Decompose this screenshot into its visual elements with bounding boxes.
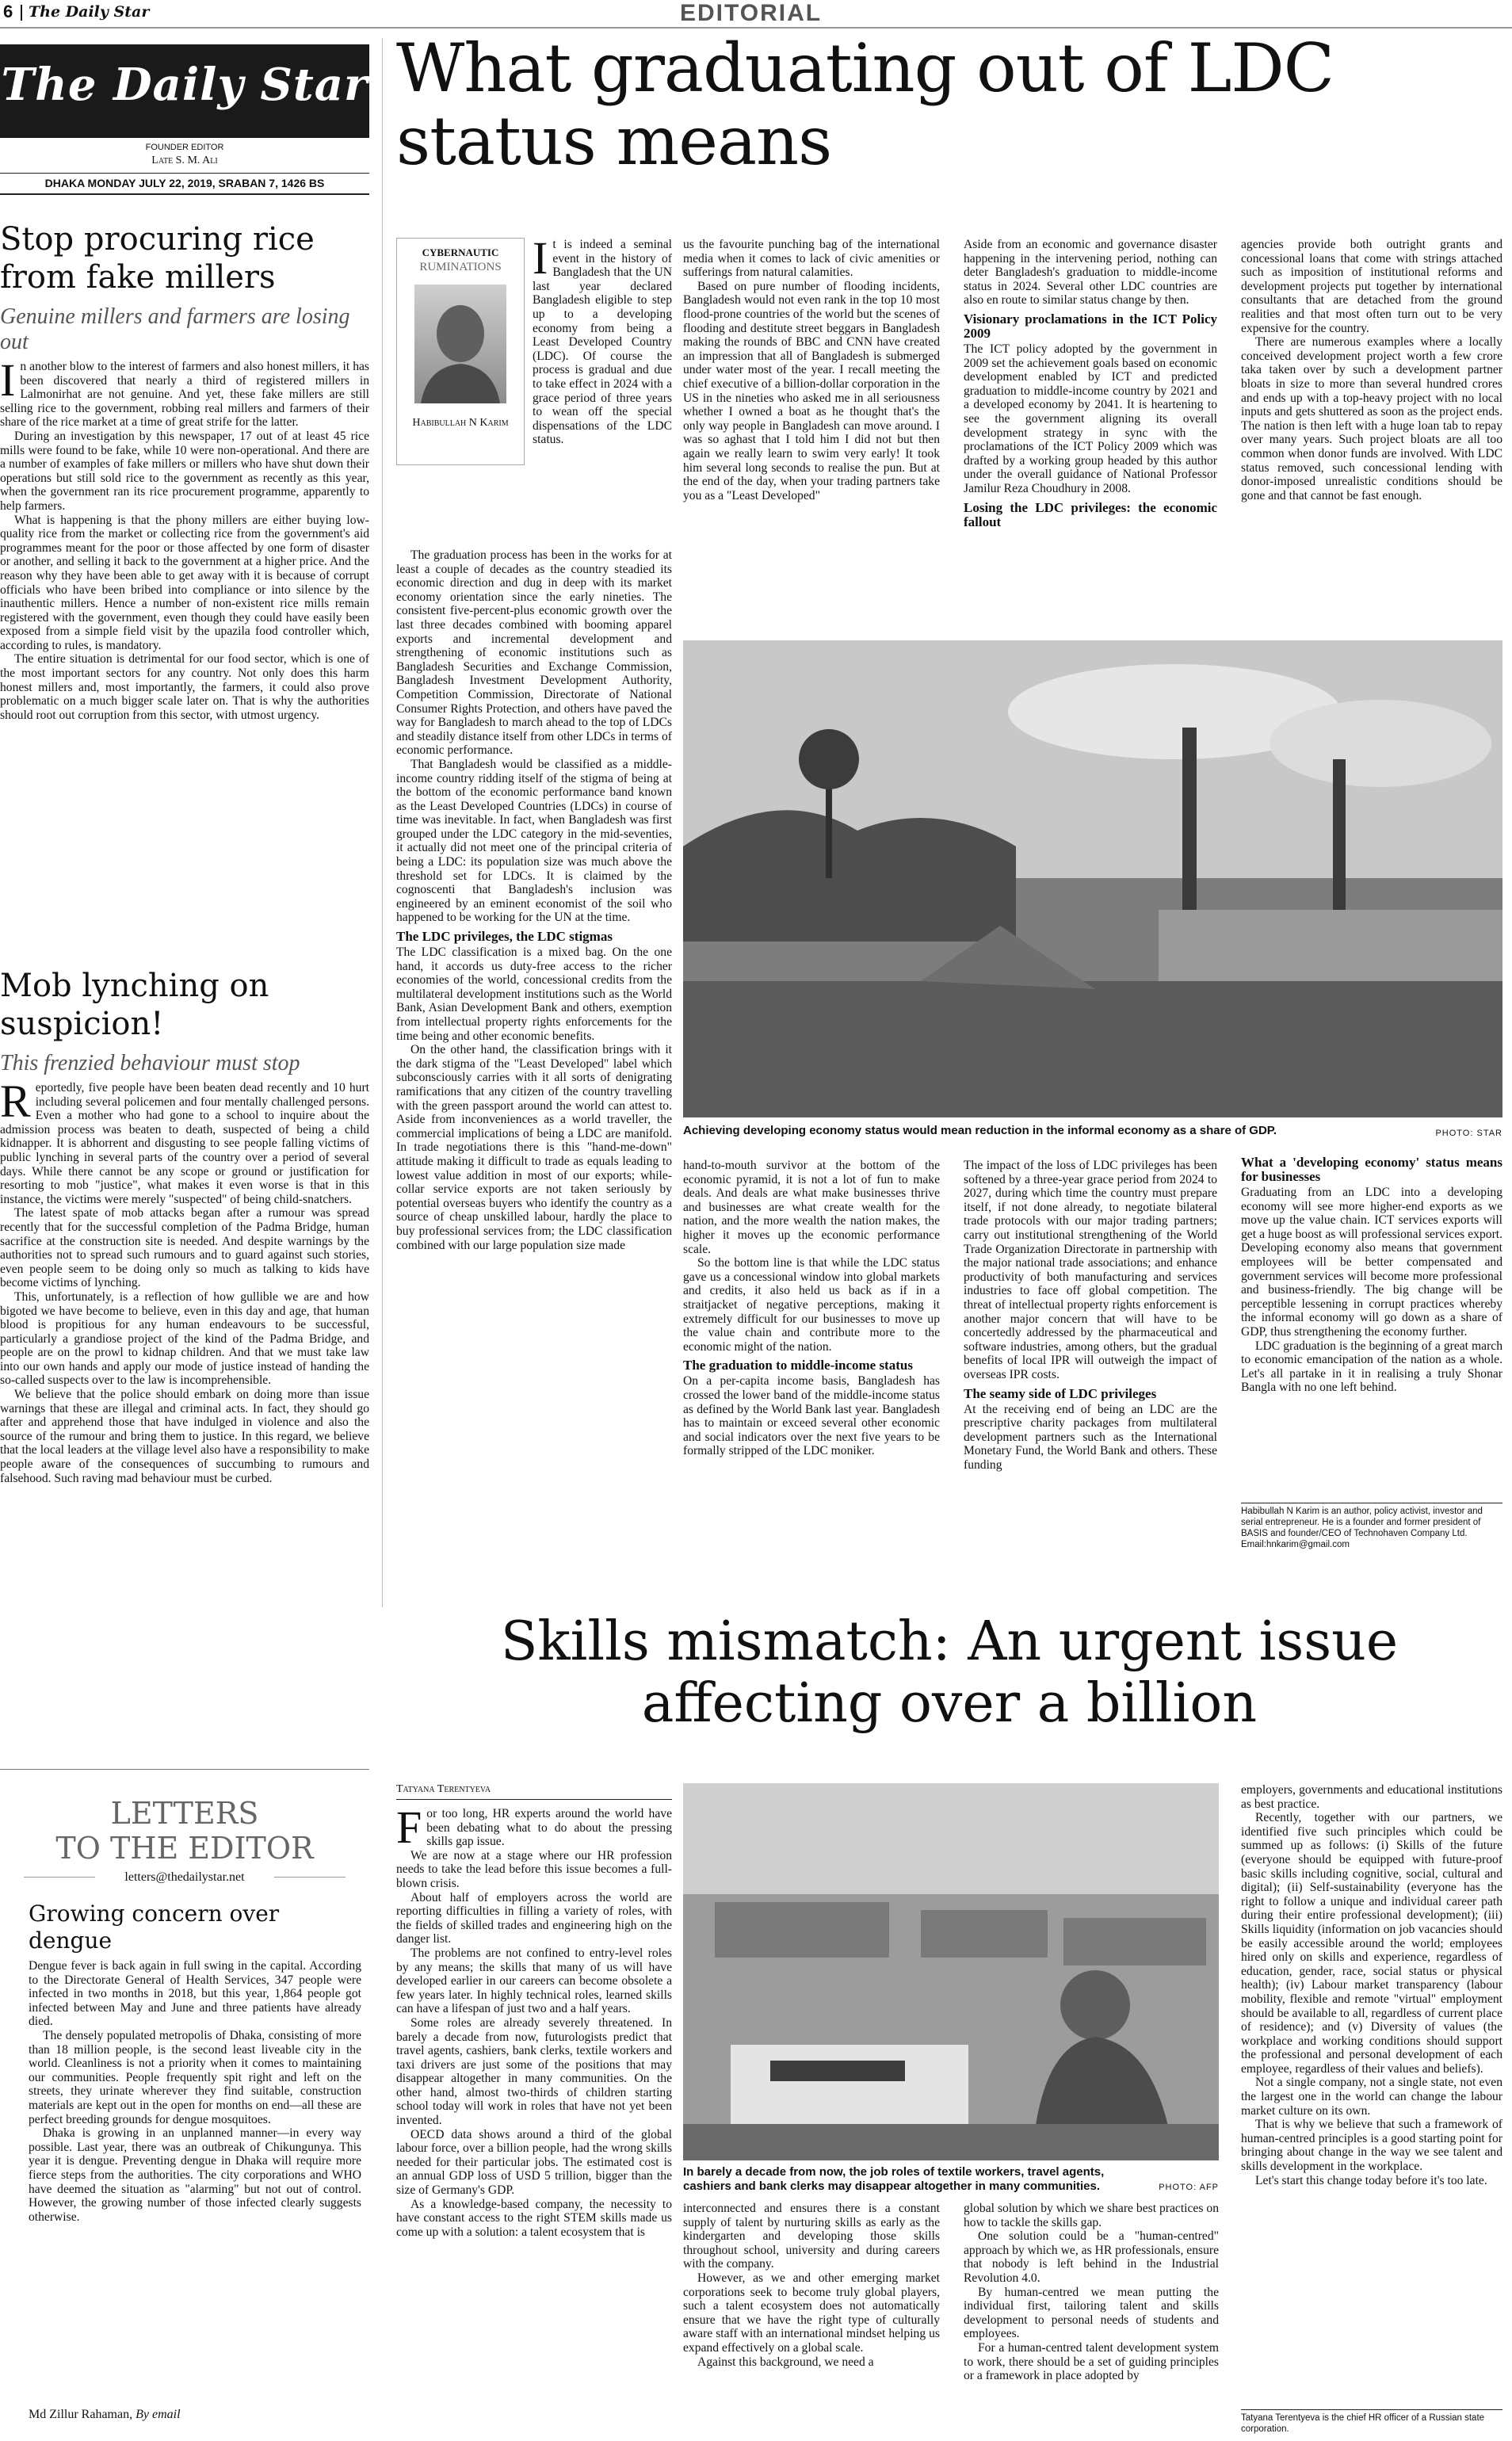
- author-photo: [414, 285, 506, 403]
- author-name: Habibullah N Karim: [412, 417, 509, 429]
- letter-signature: [29, 2408, 361, 2422]
- main-para: There are numerous examples where a locally conceived development project worth a few crore taka taken over by such a development partner bloats in size to more than several hundred crores and ends up with a top-heavy project with no local inputs and gets shuttered as soon as the project ends. The nation is then left with a huge loan tab to repay over many years. Such project bloats are all too common when donor funds are involved. With LDC status removed, such concessional lending with donor-imposed unrealistic conditions should be gone and that cannot be fast enough.: [1241, 335, 1502, 502]
- skills-para: The problems are not confined to entry-level roles by any means; the skills that many of us will have developed earlier in our careers can become obsolete a few years later. In highly technical roles, learned skills can have a lifespan of just two and a half years.: [396, 1946, 672, 2016]
- editorial-2-title: Mob lynching on suspicion!: [0, 968, 269, 1042]
- masthead-box: [0, 44, 369, 138]
- main-bio-email[interactable]: Email:hnkarim@gmail.com: [1241, 1540, 1350, 1549]
- skills-para: Recently, together with our partners, we identified five such principles which could be summed up as follows: (i) Skills of the future (everyone should be equipped with future-proof basic skills including cognitive, social, cultural and digital); (ii) Self-sustainability (everyone has the right to follow a unique and individual career path during their entire professional development); (iii) Skills liquidity (information on job vacancies should be easily accessible around the world; employees hired only on skills and experience, regardless of education, gender, race, social status or physical health); (iv) Labour market transparency (labour mobility, flexible and remote "virtual" employment should be available to all, regardless of current place of residence); and (v) Diversity of values (the workplace and working conditions should support the professional and personal development of each employee, regardless of their values and beliefs).: [1241, 1811, 1502, 2076]
- editorial-2-para: Reportedly, five people have been beaten dead recently and 10 hurt including several policemen and four mentally challenged persons. Even a mother who had gone to a school to inquire about the admission process was beaten to death, suspected of being a child kidnapper. It is abhorrent and disgusting to see people falling victims of public lynching in several parts of the country over a period of several days. While there cannot be any scope or ground or justification for resorting to mob "justice", what makes it even worse is that in this instance, the victims were merely "suspected" of being child-snatchers.: [0, 1075, 369, 1206]
- masthead-logo: The Daily Star: [1, 59, 368, 111]
- skills-para: One solution could be a "human-centred" approach by which we, as HR professionals, ensure that nobody is left behind in the Industrial Revolution 4.0.: [964, 2229, 1219, 2285]
- main-col-2: [683, 238, 940, 502]
- editorial-2-para: This, unfortunately, is a reflection of how gullible we are and how bigoted we have become to believe, even in this day and age, that human blood is propitious for any human endeavours to be successful, particularly a grandiose project of the kind of the Padma Bridge, and people are on the prowl to kidnap children. And that we must take law into our own hands and apply our mode of justice instead of handing the so-called suspects over to the law is incomprehensible.: [0, 1289, 369, 1388]
- column-label-2: RUMINATIONS: [419, 261, 502, 273]
- founder-name: Late S. M. Ali: [151, 155, 218, 166]
- skills-para: OECD data shows around a third of the global labour force, over a billion people, had the wrong skills needed for their particular jobs. The estimated cost is an annual GDP loss of USD 5 trillion, bigger than the size of Germany's GDP.: [396, 2127, 672, 2198]
- main-para: Based on pure number of flooding incidents, Bangladesh would not even rank in the top 10 most flood-prone countries of the world but the scenes of flooding and destitute street beggars in Bangladesh making the rounds of BBC and CNN have created an impression that all of Bangladesh is submerged under water most of the year. I recall meeting the chief executive of a billion-dollar corporation in the US in the nineties who asked me in all seriousness whether I owned a boat as he thought that's the only way people in Bangladesh can move around. I was so aghast that I told him I did not but then again we really learn to swim very early! It took him several long seconds to realise the pun. But at the end of the day, when your trading partners take you as a "Least Developed": [683, 279, 940, 502]
- textile-photo: [683, 1783, 1219, 2160]
- skills-para: For a human-centred talent development system to work, there should be a set of guiding principles or a framework in place adopted by: [964, 2340, 1219, 2383]
- editorial-2-para: The latest spate of mob attacks began after a rumour was spread recently that for the successful completion of the Padma Bridge, human sacrifice at the construction site is needed. And despite warnings by the authorities not to spread such rumours and to guard against such stories, even people seem to be doing only so much as talking to kids have become victims of lynching.: [0, 1206, 369, 1290]
- section-label: EDITORIAL: [680, 0, 823, 26]
- skills-lead: For too long, HR experts around the world have been debating what to do about the pressing skills gap issue.: [396, 1801, 672, 1853]
- dateline: DHAKA MONDAY JULY 22, 2019, SRABAN 7, 1426 BS: [44, 177, 325, 189]
- main-subhead: Visionary proclamations in the ICT Policy 2009: [964, 311, 1217, 341]
- main-para: The graduation process has been in the works for at least a couple of decades as the country steadied its economic direction and dug in deep with its market economy orientation since the early nineties. The consistent five-percent-plus economic growth over the last three decades combined with booming apparel exports and incremental development and strengthening of economic institutions such as Bangladesh Securities and Exchange Commission, Bangladesh Investment Development Authority, Competition Commission, Directorate of National Consumer Rights Protection, and others have paved the way for Bangladesh to march ahead to the top of LDCs and steadily distance itself from other LDCs in terms of economic performance.: [396, 548, 672, 758]
- main-para: So the bottom line is that while the LDC status gave us a concessional window into global markets and credits, it also held us back as if in a straitjacket of negative perceptions, making it extremely difficult for our businesses to move up the value chain and contribute more to the economic might of the nation.: [683, 1256, 940, 1354]
- main-para: us the favourite punching bag of the international media when it comes to lack of civic amenities or sufferings from natural calamities.: [683, 238, 940, 280]
- skills-para: We are now at a stage where our HR profession needs to take the lead before this issue becomes a full-blown crisis.: [396, 1848, 672, 1890]
- letter-para: Dengue fever is back again in full swing in the capital. According to the Directorate General of Health Services, 347 people were infected in two months in 2018, but this year, 1,864 people got infected between May and June and three patients have already died.: [29, 1959, 361, 2029]
- skills-headline-1: Skills mismatch: An urgent issue: [500, 1610, 1399, 1673]
- main-col-1: [533, 232, 672, 447]
- letters-heading-2: TO THE EDITOR: [55, 1831, 314, 1866]
- editorial-1-para: In another blow to the interest of farmers and also honest millers, it has been discovered that nearly a third of registered millers in Lalmonirhat are not genuine. And yet, these fake millers are still selling rice to the government, robbing real millers and farmers of their share of the rice market at a time of great strife for the latter.: [0, 354, 369, 430]
- main-col-4b: [1241, 1156, 1502, 1395]
- skills-bio-rule: [1241, 2409, 1502, 2410]
- skills-para: About half of employers across the world are reporting difficulties in filling a variety of roles, with the fields of skilled trades and engineering high on the danger list.: [396, 1890, 672, 1946]
- main-subhead: The LDC privileges, the LDC stigmas: [396, 929, 613, 945]
- main-para: Aside from an economic and governance disaster happening in the intervening period, nothing can deter Bangladesh's graduation to middle-income status in 2024. Several other LDC countries are also en route to similar status change by then.: [964, 238, 1217, 308]
- main-photo-caption: Achieving developing economy status would mean reduction in the informal economy as a share of GDP.: [683, 1124, 1277, 1137]
- page-number: 6: [3, 2, 13, 21]
- editorial-2-body: [0, 1075, 369, 1485]
- main-lead: It is indeed a seminal event in the history of Bangladesh that the UN last year declared Bangladesh eligible to step up to a developing economy from being a Least Developed Country (LDC). Of course the process is gradual and due to take effect in 2024 with a grace period of three years to wean off the special dispensations of the LDC status.: [533, 232, 672, 447]
- editorial-2-subtitle: This frenzied behaviour must stop: [0, 1051, 300, 1075]
- textile-factory-scene-icon: [683, 1783, 1219, 2160]
- skills-col-a: [396, 1801, 672, 2239]
- skills-author-rule: [396, 1799, 672, 1800]
- letter-signature-name: Md Zillur Rahaman,: [29, 2408, 133, 2421]
- main-para: At the receiving end of being an LDC are the prescriptive charity packages from multilateral development partners such as the International Monetary Fund, the World Bank and others. These funding: [964, 1402, 1217, 1472]
- main-para: The impact of the loss of LDC privileges has been softened by a three-year grace period from 2024 to 2027, during which time the country must prepare itself, if not done already, to negotiate bilateral trade protocols with our major trading partners; carry out institutional strengthening of the World Trade Organization Directorate in partnership with the major national trade associations; and enhance productivity of both manufacturing and services industries to face off global competition. The threat of intellectual property rights enforcement is another major concern that will have to be concertedly addressed by the pharmaceutical and software industries, among others, but the gradual benefits of local IPR will outweigh the impact of overseas IPR costs.: [964, 1159, 1217, 1381]
- skills-para: Let's start this change today before it's too late.: [1255, 2173, 1487, 2187]
- main-subhead: The seamy side of LDC privileges: [964, 1385, 1157, 1401]
- main-para: That Bangladesh would be classified as a middle-income country ridding itself of the stigma of being at the bottom of the economic performance band known as the Least Developed Countries (LDCs) in course of time was inevitable. In fact, when Bangladesh was first grouped under the LDC category in the mid-seventies, it actually did not meet one of the principal criteria of being a LDC: its population size was much above the threshold set for LDCs. It is claimed by the cognoscenti that Bangladesh's inclusion was engineered by an eminent economist of the soil who happened to be working for the UN at the time.: [396, 757, 672, 925]
- letters-email[interactable]: letters@thedailystar.net: [124, 1870, 245, 1884]
- skills-para: Not a single company, not a single state, not even the largest one in the world can change the labour market culture on its own.: [1241, 2076, 1502, 2118]
- letter-signature-place: By email: [136, 2408, 181, 2421]
- editorial-2-para: We believe that the police should embark on doing more than issue warnings that these are illegal and criminal acts. In fact, they should go after and apprehend those that have indulged in violence and also the source of the rumour and bring them to justice. In this regard, we believe that the local leaders at the village level also have a responsibility to make people aware of the consequences of succumbing to rumours and falsehood. Such raving mad behaviour must be curbed.: [0, 1388, 369, 1485]
- letter-para: The densely populated metropolis of Dhaka, consisting of more than 18 million people, is the second least liveable city in the world. Cleanliness is not a priority when it comes to maintaining our communities. People frequently spit right and left on the streets, they urinate wherever they find suitable, construction materials are kept out in the open for months on end—all these are perfect breeding grounds for dengue mosquitoes.: [29, 2028, 361, 2126]
- skills-para: interconnected and ensures there is a constant supply of talent by nurturing skills as early as the kindergarten and developing those skills throughout school, university and during careers with the company.: [683, 2202, 940, 2271]
- letter-body: [29, 1959, 361, 2224]
- skills-para: That is why we believe that such a framework of human-centred principles is a good starting point for bringing about change in the way we see talent and skills development in the workplace.: [1241, 2118, 1502, 2174]
- main-col-1-cont: [396, 548, 672, 1252]
- editorial-1: [0, 220, 369, 722]
- author-silhouette-icon: [414, 285, 506, 403]
- column-separator: [382, 38, 383, 1607]
- main-bio-text: Habibullah N Karim is an author, policy activist, investor and serial entrepreneur. He is a founder and former president of BASIS and founder/CEO of Technohaven Company Ltd.: [1241, 1507, 1483, 1538]
- skills-para: employers, governments and educational institutions as best practice.: [1241, 1783, 1502, 1811]
- editorial-1-para: What is happening is that the phony millers are either buying low-quality rice from the market or collecting rice from the government's aid programmes meant for the poor or those affected by one form of disaster or another, and selling it back to the government at a higher price. And the reason why they have been able to get away with it is because of corrupt officials who have been bribed into compliance or into silence by the inauthentic millers. Hence a number of non-existent rice mills remain registered with the government, even though they could have easily been exposed from a simple field visit by the upazila food controller which, according to rules, is mandatory.: [0, 513, 369, 652]
- skills-photo-credit: PHOTO: AFP: [1159, 2183, 1219, 2192]
- letters-rule-left: [24, 1877, 95, 1878]
- skills-para: By human-centred we mean putting the individual first, tailoring talent and skills development to personal needs of students and employees.: [964, 2285, 1219, 2341]
- letter-title: Growing concern over dengue: [29, 1900, 280, 1954]
- main-para: On a per-capita income basis, Bangladesh has crossed the lower band of the middle-income status as defined by the World Bank last year. Bangladesh has to maintain or exceed several other economic and social indicators over the next five years to be formally stripped of the LDC moniker.: [683, 1374, 940, 1458]
- main-para: On the other hand, the classification brings with it the dark stigma of the "Least Developed" label which subconsciously carries with it all sorts of denigrating ramifications that any citizen of the country travelling with the green passport around the world can attest to. Aside from inconveniences as a world traveller, the commercial implications of being a LDC are manifold. In trade negotiations there is this "hand-me-down" attitude making it difficult to trade as equals leading to lowest value addition in most of our exports; while-collar service exports are not taken seriously by potential overseas buyers who identify the country as a source of cheap unskilled labour, hardly the place to buy professional services from; the LDC classification combined with our large population size made: [396, 1043, 672, 1252]
- letters-section: [0, 1769, 369, 2439]
- main-para: agencies provide both outright grants and concessional loans that come with strings attached such as imposition of institutional reforms and development projects put together by international consultants that are detached from the ground realities and that most often turn out to be very expensive for the country.: [1241, 238, 1502, 335]
- dateline-rule-bottom: [0, 193, 369, 195]
- editorial-1-para: During an investigation by this newspaper, 17 out of at least 45 rice mills were found to be fake, while 10 were non-operational. And there are a number of examples of fake millers or millers who have shut down their operations but still sold rice to the government as recently as this year, when the government ran its rice procurement programme, apparently to help farmers.: [0, 429, 369, 513]
- main-subhead: What a 'developing economy' status means for businesses: [1241, 1155, 1502, 1184]
- author-box: [396, 238, 525, 465]
- skills-photo-caption: In barely a decade from now, the job roles of textile workers, travel agents, cashiers and bank clerks may disappear altogether in many communities.: [683, 2165, 1105, 2193]
- editorial-1-subtitle: Genuine millers and farmers are losing out: [0, 304, 350, 354]
- founder-label: FOUNDER EDITOR: [145, 143, 224, 152]
- skills-col-b: [683, 2202, 940, 2369]
- skills-bio: Tatyana Terentyeva is the chief HR officer of a Russian state corporation.: [1241, 2413, 1485, 2434]
- main-para: LDC graduation is the beginning of a great march to economic emancipation of the nation as a whole. Let's all partake in it in realising a truly Shonar Bangla with no one left behind.: [1241, 1339, 1502, 1395]
- editorial-1-body: [0, 354, 369, 722]
- brickfield-scene-icon: [683, 640, 1502, 1117]
- main-subhead: Losing the LDC privileges: the economic fallout: [964, 499, 1217, 529]
- letters-top-rule: [0, 1769, 369, 1770]
- dateline-rule-top: [0, 173, 369, 174]
- main-para: The LDC classification is a mixed bag. On the one hand, it accords us duty-free access to the richer economies of the world, concessional credits from the multilateral development institutions such as the World Bank, Asian Development Bank and others, exemption from intellectual property rights enforcements for the time being and other economic benefits.: [396, 945, 672, 1043]
- main-para: Graduating from an LDC into a developing economy will see more higher-end exports as we move up the value chain. ICT services exports will get a huge boost as will professional services export. Developing economy also means that government employees will be better compensated and government services will become more professional and business-friendly. The big change will be perceptible lessening in corrupt practices whereby the informal economy will go down as a share of GDP, thus strengthening the economy further.: [1241, 1186, 1502, 1339]
- editorial-2: [0, 967, 369, 1485]
- letters-heading-1: LETTERS: [110, 1796, 259, 1831]
- skills-author: Tatyana Terentyeva: [396, 1783, 491, 1795]
- editorial-1-para: The entire situation is detrimental for our food sector, which is one of the most important sectors for any country. Not only does this harm honest millers and, most importantly, the farmers, it could also prove problematic on a much bigger scale later on. That is why the authorities should root out corruption from this sector, with utmost urgency.: [0, 652, 369, 722]
- skills-headline-2: affecting over a billion: [641, 1672, 1258, 1735]
- skills-para: However, as we and other emerging market corporations seek to become truly global players, such a talent ecosystem does not automatically ensure that we have the right type of culturally aware staff with an international mindset helping us expand effectively on a global scale.: [683, 2271, 940, 2355]
- main-photo-credit: PHOTO: STAR: [1435, 1129, 1502, 1138]
- skills-para: As a knowledge-based company, the necessity to have constant access to the right STEM skills made us come up with a solution: a talent ecosystem that is: [396, 2197, 672, 2239]
- header-rule: [0, 27, 1512, 29]
- main-subhead: The graduation to middle-income status: [683, 1358, 913, 1373]
- skills-para: global solution by which we share best practices on how to tackle the skills gap.: [964, 2202, 1219, 2229]
- letters-rule-right: [274, 1877, 346, 1878]
- editorial-1-title: Stop procuring rice from fake millers: [0, 221, 315, 296]
- letter-para: Dhaka is growing in an unplanned manner—in every way possible. Last year, there was an outbreak of Chikungunya. This year it is dengue. Preventing dengue in Dhaka will require more fierce steps from the authorities. The city corporations and WHO have deemed the situation as "alarming" but not out of control. However, the growing number of those infected clearly suggests otherwise.: [29, 2126, 361, 2224]
- main-col-2b: [683, 1159, 940, 1458]
- main-col-3: [964, 238, 1217, 531]
- main-col-4: [1241, 238, 1502, 502]
- skills-col-d: [1241, 1783, 1502, 2187]
- main-col-3b: [964, 1159, 1217, 1472]
- main-headline: What graduating out of LDC status means: [396, 29, 1334, 180]
- main-para: hand-to-mouth survivor at the bottom of the economic pyramid, it is not a lot of fun to make deals. And deals are what make businesses thrive and businesses are what create wealth for the nation, and the more wealth the nation makes, the higher it moves up the economic performance scale.: [683, 1159, 940, 1256]
- page-header: [0, 0, 1512, 27]
- main-bio: [1241, 1506, 1502, 1550]
- skills-col-c: [964, 2202, 1219, 2383]
- header-divider: [21, 5, 22, 21]
- skills-para: Against this background, we need a: [697, 2355, 874, 2369]
- brickfield-photo: [683, 640, 1502, 1117]
- skills-para: Some roles are already severely threatened. In barely a decade from now, futurologists predict that travel agents, cashiers, bank clerks, textile workers and taxi drivers are just some of the positions that may disappear altogether in many communities. On the other hand, almost two-thirds of children starting school today will work in roles that have not yet been invented.: [396, 2015, 672, 2128]
- header-masthead: The Daily Star: [29, 3, 150, 21]
- main-para: The ICT policy adopted by the government in 2009 set the achievement goals based on economic development enabled by ICT and predicted graduation to middle-income country by 2021 and a developed economy by 2041. It is heartening to see the government aligning its overall development strategy in sync with the proclamations of the ICT Policy 2009 which was drafted by a working group headed by this author under the overall guidance of National Professor Jamilur Reza Choudhury in 2008.: [964, 342, 1217, 495]
- column-label-1: CYBERNAUTIC: [422, 246, 499, 258]
